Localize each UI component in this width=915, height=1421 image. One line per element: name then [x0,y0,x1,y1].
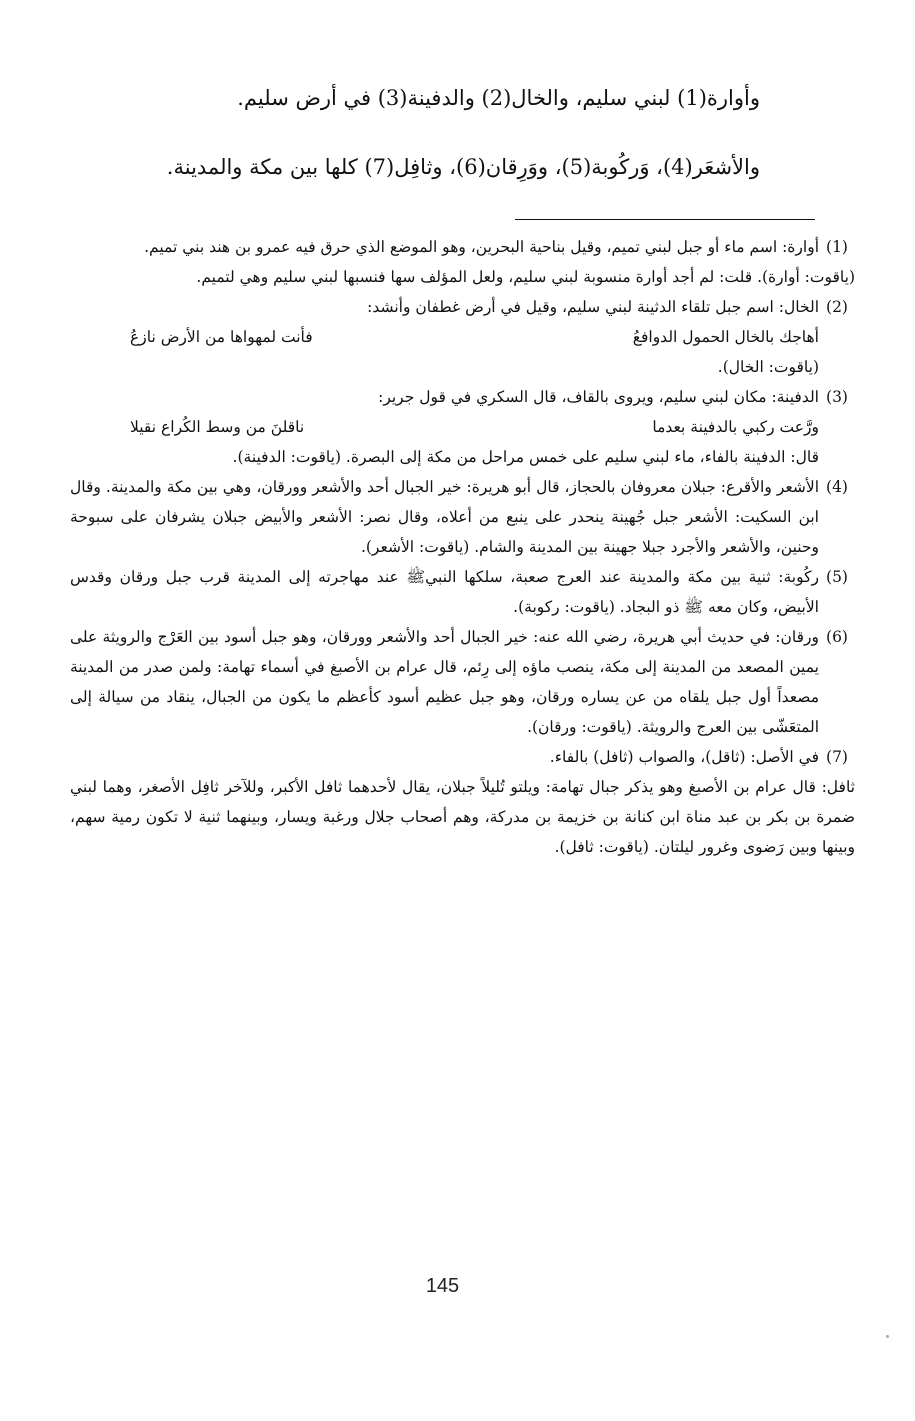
footnote-number: (6) [826,628,848,646]
footnote-number: (7) [826,748,848,766]
footnote-body [70,382,819,472]
footnote-number: (3) [826,388,848,406]
footnote-number: (1) [826,238,848,256]
verse-second-hemistich: ناقلنَ من وسط الكُراع نقيلا [130,418,305,436]
footnote-paragraph: ورقان: في حديث أبي هريرة، رضي الله عنه: خير الجبال أحد والأشعر وورقان، وهو جبل أسود بين العَرْج والرويثة على يمين المصعد من المدينة إلى مكة، ينصب ماؤه إلى رِئم، قال عرام بن الأصبغ في أسماء تهامة: ولمن صدر من المدينة مصعداً أول جبل يلقاه من عن يساره ورقان، وهو جبل عظيم أسود كأعظم ما يكون من الجبال، ينقاد من سيالة إلى المتعَشّى بين العرج والرويثة. (ياقوت: ورقان). [70,628,820,736]
footnote-6 [70,622,855,742]
footnote-body [70,562,819,622]
poem-verse [70,412,819,442]
page-number: 145 [425,1275,460,1297]
main-text-line-1: وأوارة(1) لبني سليم، والخال(2) والدفينة(3) في أرض سليم. [237,86,760,110]
footnote-paragraph: ركُوبة: ثنية بين مكة والمدينة عند العرج صعبة، سلكها النبيﷺ عند مهاجرته إلى المدينة قرب جبل ورقان وقدس الأبيض، وكان معه ﷺ ذو البجاد. (ياقوت: ركوبة). [70,568,819,616]
footnote-paragraph: قال: الدفينة بالفاء، ماء لبني سليم على خمس مراحل من مكة إلى البصرة. (ياقوت: الدفينة). [232,448,819,466]
footnote-5 [70,562,855,622]
verse-second-hemistich: فأنت لمهواها من الأرض نازعُ [130,328,313,346]
footnote-paragraph: أوارة: اسم ماء أو جبل لبني تميم، وقيل بناحية البحرين، وهو الموضع الذي حرق فيه عمرو بن هند بني تميم. [144,238,819,256]
footnote-body [70,232,855,292]
footnote-body [70,472,819,562]
footnote-divider [515,219,815,220]
footnotes [70,232,855,862]
footnote-citation: (ياقوت: الخال). [717,358,819,376]
footnote-paragraph: الدفينة: مكان لبني سليم، ويروى بالقاف، قال السكري في قول جرير: [378,388,819,406]
footnote-2 [70,292,855,382]
footnote-7-continuation: ثافل: قال عرام بن الأصبغ وهو يذكر جبال تهامة: ويلتو تُليلاً جبلان، يقال لأحدهما ثافل الأكبر، وللآخر ثافِل الأصغر، وهما لبني ضمرة بن بكر بن عبد مناة ابن كنانة بن خزيمة بن مدركة، وهم أصحاب جلال ورغبة ويسار، وبينهما ثنية لا تكون رمية سهم، وبينها وبين رَضوى وغرور ليلتان. (ياقوت: ثافل). [70,778,855,856]
footnote-4 [70,472,855,562]
verse-first-hemistich: أهاجك بالخال الحمول الدوافعُ [632,328,819,346]
footnote-3 [70,382,855,472]
footnote-body [70,292,819,382]
footnote-number: (4) [826,478,848,496]
footnote-number: (2) [826,298,848,316]
footnote-paragraph: الخال: اسم جبل تلقاء الدثينة لبني سليم، وقيل في أرض غطفان وأنشد: [367,298,819,316]
footnote-body [70,742,819,772]
scan-speck [886,1335,889,1338]
verse-first-hemistich: ورَّعت ركبي بالدفينة بعدما [652,418,819,436]
footnote-1 [70,232,855,292]
footnote-number: (5) [826,568,848,586]
footnote-7 [70,742,855,772]
footnote-paragraph: (ياقوت: أوارة). قلت: لم أجد أوارة منسوبة لبني سليم، ولعل المؤلف سها فنسبها لبني سليم وهي لتميم. [196,268,855,286]
poem-verse [70,322,819,352]
footnote-body [70,622,819,742]
footnote-paragraph: الأشعر والأقرع: جبلان معروفان بالحجاز، قال أبو هريرة: خير الجبال أحد والأشعر وورقان، وهي بين مكة والمدينة. وقال ابن السكيت: الأشعر جبل جُهينة ينحدر على ينبع من أعلاه، وقال نصر: الأشعر والأبيض جبلان يشرفان على سبوحة وحنين، والأشعر والأجرد جبلا جهينة بين المدينة والشام. (ياقوت: الأشعر). [70,478,819,556]
main-text-line-2: والأشعَر(4)، وَركُوبة(5)، ووَرِقان(6)، وثافِل(7) كلها بين مكة والمدينة. [166,155,760,179]
footnote-paragraph: في الأصل: (ثاقل)، والصواب (ثافل) بالفاء. [549,748,819,766]
